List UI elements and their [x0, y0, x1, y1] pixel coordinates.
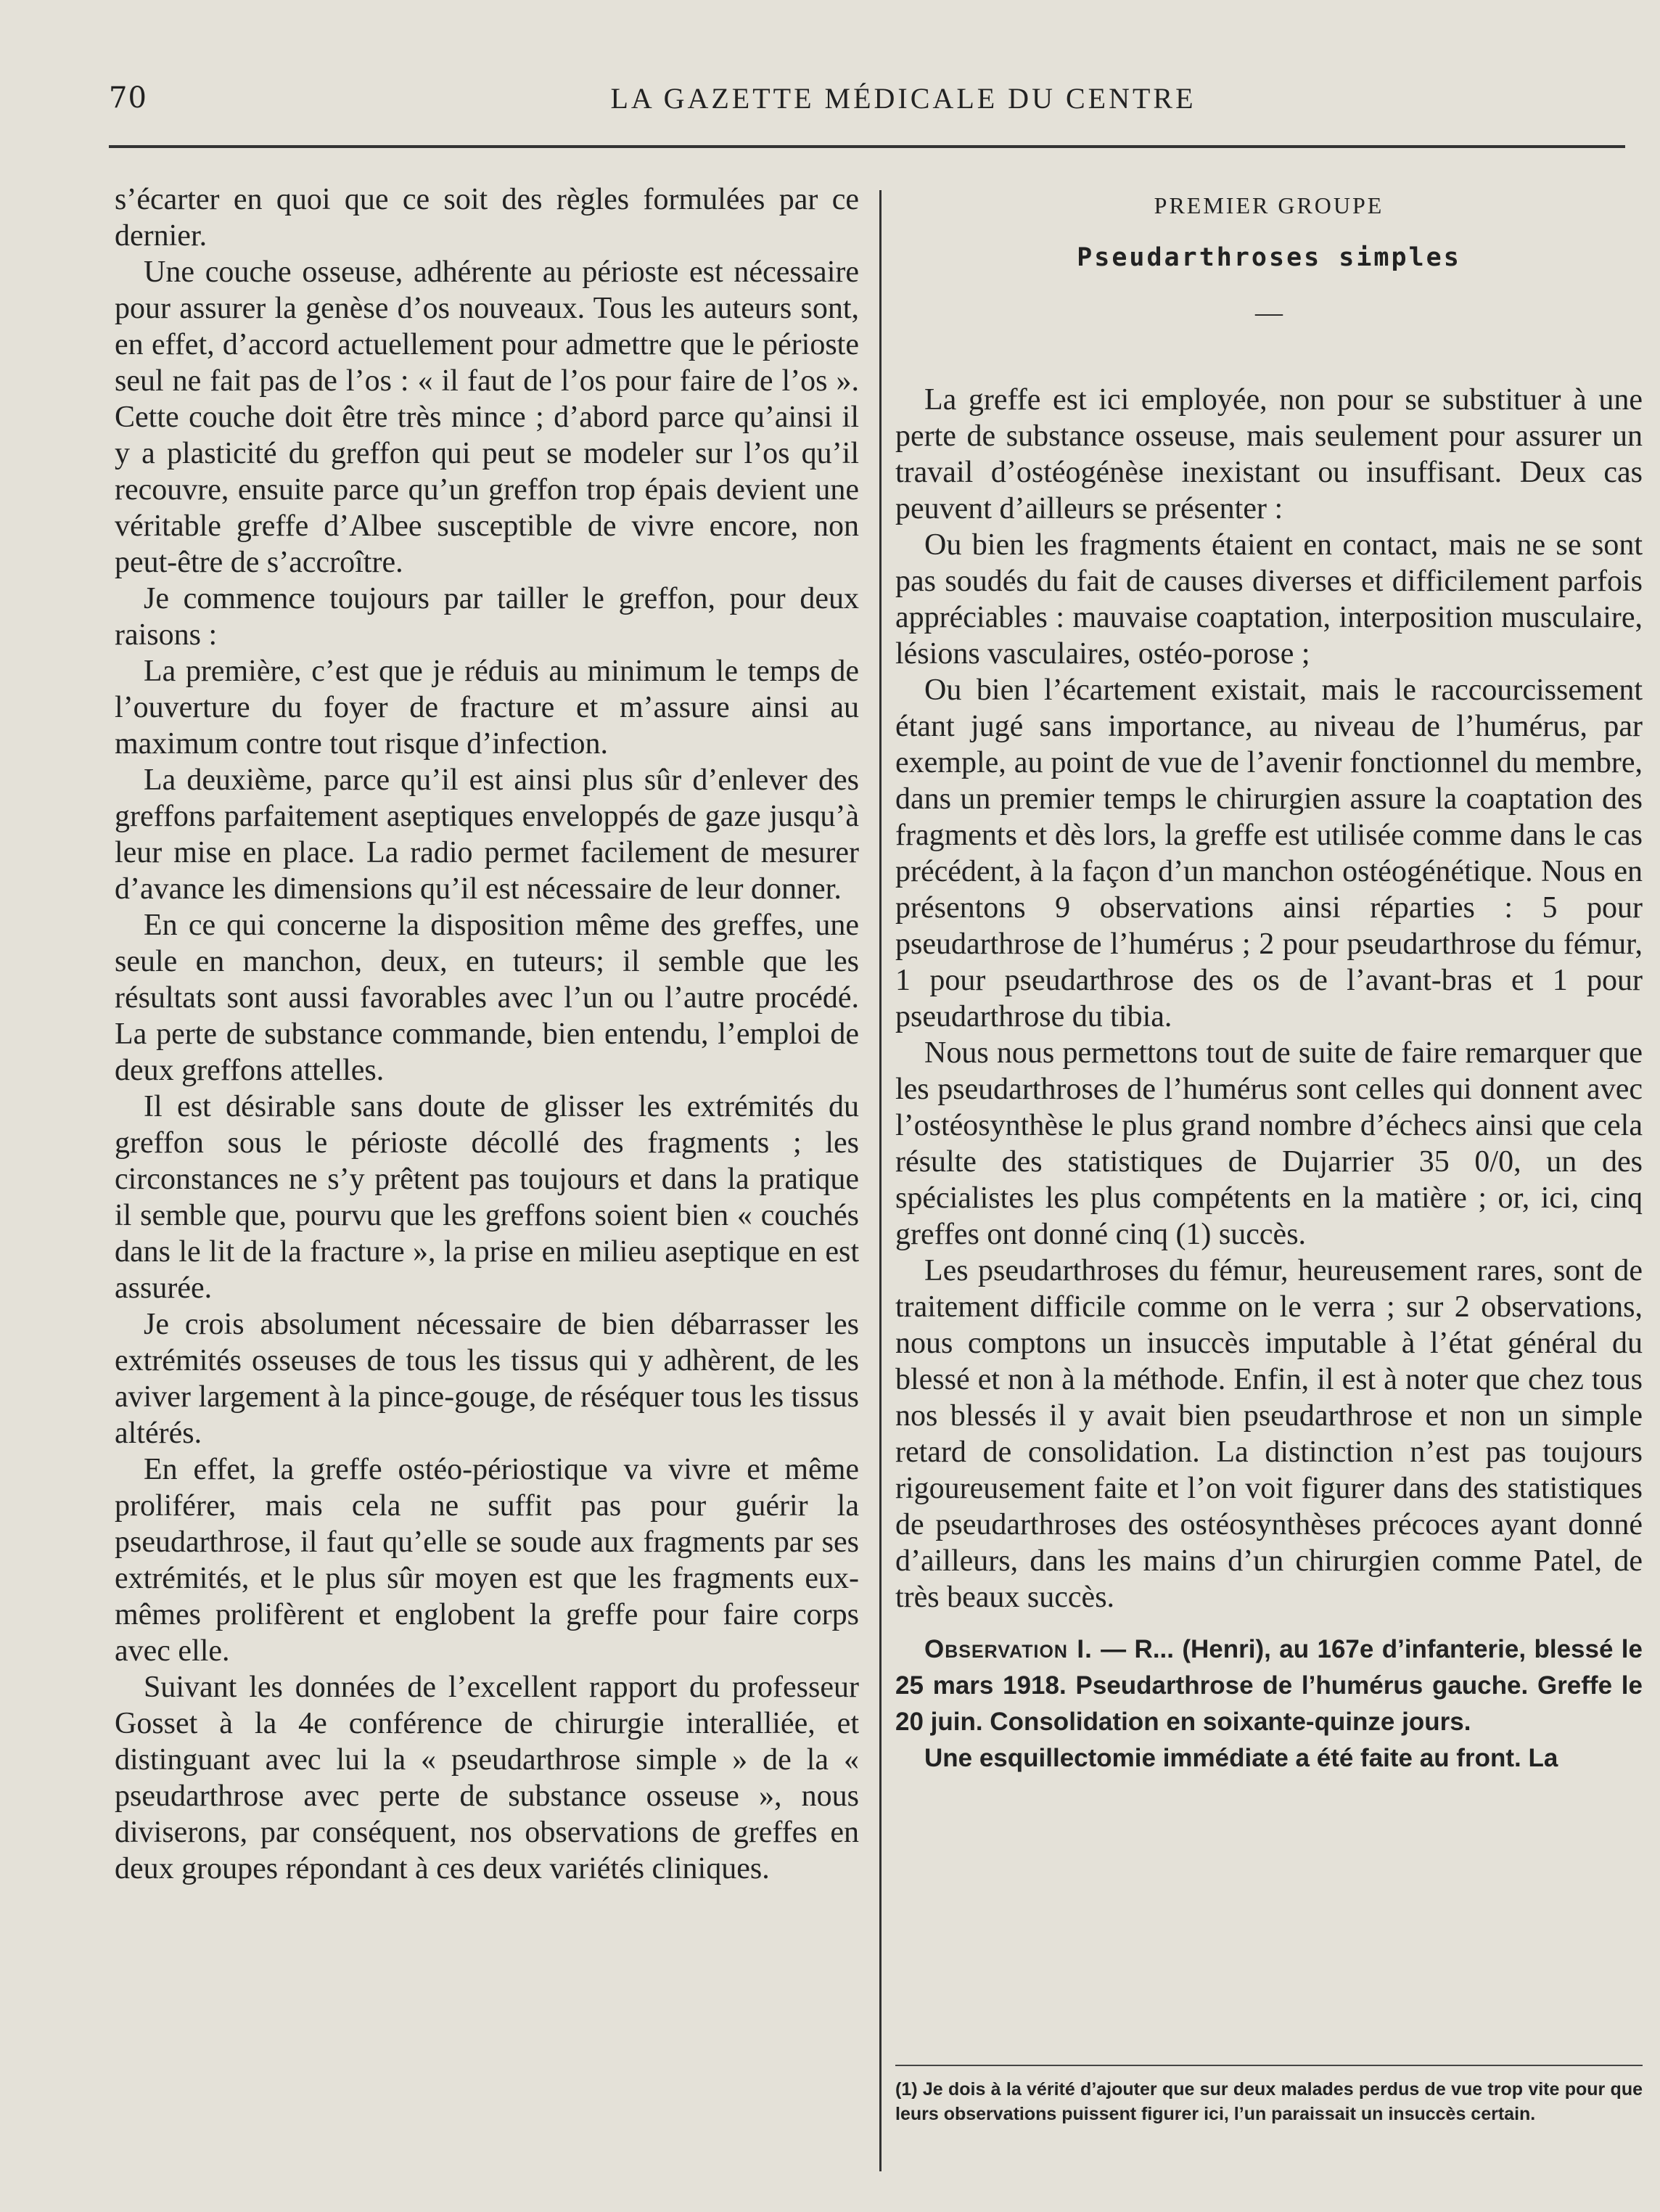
running-head: LA GAZETTE MÉDICALE DU CENTRE [610, 82, 1196, 115]
page-number: 70 [109, 81, 147, 115]
right-column [895, 181, 1643, 1777]
footnote-rule [895, 2065, 1643, 2066]
section-separator: — [1255, 298, 1283, 328]
paragraph: Les pseudarthroses du fémur, heureusement rares, sont de traitement difficile comme on le verra ; sur 2 observations, nous comptons un insuccès imputable à l’état général du blessé et non à la méthode. Enfin, il est à noter que chez tous nos blessés il y avait bien pseudarthrose et non un simple retard de consolidation. La distinction n’est pas toujours rigoureusement faite et l’on voit figurer dans des statistiques de pseudarthroses des ostéosynthèses précoces ayant donné d’ailleurs, dans les mains d’un chirurgien comme Patel, de très beaux succès. [895, 1254, 1643, 1614]
observation-continuation: Une esquillectomie immédiate a été faite au front. La [924, 1744, 1558, 1772]
section-heading: PREMIER GROUPE [1154, 192, 1384, 218]
paragraph: Je commence toujours par tailler le greffon, pour deux raisons : [115, 582, 859, 652]
paragraph: Il est désirable sans doute de glisser les extrémités du greffon sous le périoste décollé des fragments ; les circonstances ne s’y prêtent pas toujours et dans la pratique il semble que, pourvu que les greffons soient bien « couchés dans le lit de la fracture », la prise en milieu aseptique en est assurée. [115, 1090, 859, 1305]
paragraph: Une couche osseuse, adhérente au périoste est nécessaire pour assurer la genèse d’os nouveaux. Tous les auteurs sont, en effet, d’accord actuellement pour admettre que le périoste seul ne fait pas de l’os : « il faut de l’os pour faire de l’os ». Cette couche doit être très mince ; d’abord parce qu’ainsi il y a plasticité du greffon qui peut se modeler sur l’os qu’il recouvre, ensuite parce qu’un greffon trop épais devient une véritable greffe d’Albee susceptible de vivre encore, non peut-être de s’accroître. [115, 255, 859, 579]
paragraph: La première, c’est que je réduis au minimum le temps de l’ouverture du foyer de fracture et m’assure ainsi au maximum contre tout risque d’infection. [115, 655, 859, 761]
column-divider [879, 190, 882, 2171]
paragraph: En effet, la greffe ostéo-périostique va vivre et même proliférer, mais cela ne suffit pas pour guérir la pseudarthrose, il faut qu’elle se soude aux fragments par ses extrémités, et le plus sûr moyen est que les fragments eux-mêmes prolifèrent et englobent la greffe pour faire corps avec elle. [115, 1453, 859, 1668]
paragraph: Je crois absolument nécessaire de bien débarrasser les extrémités osseuses de tous les tissus qui y adhèrent, de les aviver largement à la pince-gouge, de réséquer tous les tissus altérés. [115, 1308, 859, 1450]
paragraph: Ou bien les fragments étaient en contact, mais ne se sont pas soudés du fait de causes diverses et difficilement parfois appréciables : mauvaise coaptation, interposition musculaire, lésions vasculaires, ostéo-porose ; [895, 528, 1643, 671]
paragraph: Ou bien l’écartement existait, mais le raccourcissement étant jugé sans importance, au niveau de l’humérus, par exemple, au point de vue de l’avenir fonctionnel du membre, dans un premier temps le chirurgien assure la coaptation des fragments et dès lors, la greffe est utilisée comme dans le cas précédent, à la façon d’un manchon ostéogénétique. Nous en présentons 9 observations ainsi réparties : 5 pour pseudarthrose de l’humérus ; 2 pour pseudarthrose du fémur, 1 pour pseudarthrose des os de l’avant-bras et 1 pour pseudarthrose du tibia. [895, 673, 1643, 1033]
observation-entry [895, 1631, 1643, 1740]
paragraph: La greffe est ici employée, non pour se substituer à une perte de substance osseuse, mais seulement pour assurer un travail d’ostéogénèse inexistant ou insuffisant. Deux cas peuvent d’ailleurs se présenter : [895, 383, 1643, 525]
paragraph: En ce qui concerne la disposition même des greffes, une seule en manchon, deux, en tuteurs; il semble que les résultats sont aussi favorables avec l’un ou l’autre procédé. La perte de substance commande, bien entendu, l’emploi de deux greffons attelles. [115, 909, 859, 1087]
paragraph: Suivant les données de l’excellent rapport du professeur Gosset à la 4e conférence de chirurgie interalliée, et distinguant avec lui la « pseudarthrose simple » de la « pseudarthrose avec perte de substance osseuse », nous diviserons, par conséquent, nos observations de greffes en deux groupes répondant à ces deux variétés cliniques. [115, 1671, 859, 1885]
observation-text: — R... (Henri), au 167e d’infanterie, blessé le 25 mars 1918. Pseudarthrose de l’humérus gauche. Greffe le 20 juin. Consolidation en soixante-quinze jours. [895, 1635, 1643, 1736]
header-rule [109, 145, 1625, 148]
paragraph: Nous nous permettons tout de suite de faire remarquer que les pseudarthroses de l’humérus sont celles qui donnent avec l’ostéosynthèse le plus grand nombre d’échecs ainsi que cela résulte des statistiques de Dujarrier 35 0/0, un des spécialistes les plus compétents en la matière ; or, ici, cinq greffes ont donné cinq (1) succès. [895, 1036, 1643, 1251]
paragraph: s’écarter en quoi que ce soit des règles formulées par ce dernier. [115, 183, 859, 253]
left-column [115, 181, 859, 1887]
observation-label: Observation I. [924, 1635, 1093, 1663]
section-subheading: Pseudarthroses simples [1077, 243, 1461, 272]
footnote: (1) Je dois à la vérité d’ajouter que sur deux malades perdus de vue trop vite pour que leurs observations puissent figurer ici, l’un paraissait un insuccès certain. [895, 2079, 1643, 2124]
paragraph: La deuxième, parce qu’il est ainsi plus sûr d’enlever des greffons parfaitement aseptiques enveloppés de gaze jusqu’à leur mise en place. La radio permet facilement de mesurer d’avance les dimensions qu’il est nécessaire de leur donner. [115, 763, 859, 906]
